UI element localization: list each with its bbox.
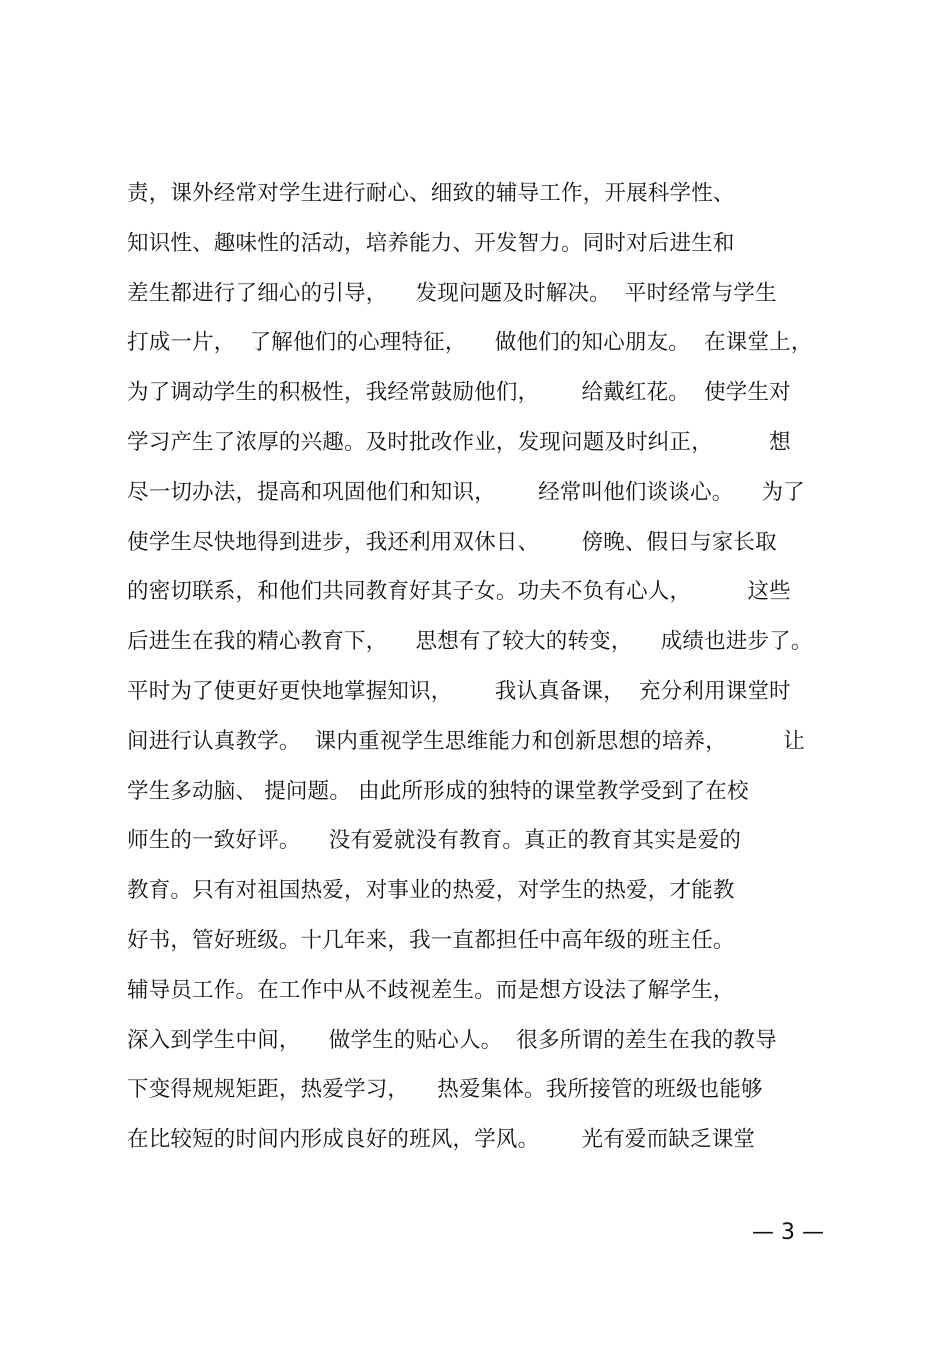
text-line: 责，课外经常对学生进行耐心、细致的辅导工作，开展科学性、 xyxy=(127,181,735,206)
text-line: 深入到学生中间， 做学生的贴心人。 很多所谓的差生在我的教导 xyxy=(127,1027,777,1053)
text-line: 辅导员工作。在工作中从不歧视差生。而是想方设法了解学生， xyxy=(127,977,735,1003)
text-line: 学习产生了浓厚的兴趣。及时批改作业，发现问题及时纠正， 想 xyxy=(127,429,791,455)
text-line: 学生多动脑、 提问题。 由此所形成的独特的课堂教学受到了在校 xyxy=(127,778,749,804)
text-line: 的密切联系，和他们共同教育好其子女。功夫不负有心人， 这些 xyxy=(127,579,791,605)
text-line: 平时为了使更好更快地掌握知识， 我认真备课， 充分利用课堂时 xyxy=(127,678,791,704)
text-line: 尽一切办法，提高和巩固他们和知识， 经常叫他们谈谈心。 为了 xyxy=(127,479,805,505)
text-line: 间进行认真教学。 课内重视学生思维能力和创新思想的培养， 让 xyxy=(127,728,805,754)
text-line: 知识性、趣味性的活动，培养能力、开发智力。同时对后进生和 xyxy=(127,230,735,256)
text-line: 打成一片， 了解他们的心理特征， 做他们的知心朋友。 在课堂上， xyxy=(127,330,813,356)
text-line: 下变得规规矩距，热爱学习， 热爱集体。我所接管的班级也能够 xyxy=(127,1077,763,1103)
text-line: 后进生在我的精心教育下， 思想有了较大的转变， 成绩也进步了。 xyxy=(127,629,813,655)
body-text xyxy=(127,174,837,1170)
text-line: 师生的一致好评。 没有爱就没有教育。真正的教育其实是爱的 xyxy=(127,828,742,854)
page-number: — 3 — xyxy=(752,1220,824,1245)
text-line: 差生都进行了细心的引导， 发现问题及时解决。 平时经常与学生 xyxy=(127,280,777,306)
text-line: 在比较短的时间内形成良好的班风，学风。 光有爱而缺乏课堂 xyxy=(127,1127,756,1153)
text-line: 教育。只有对祖国热爱，对事业的热爱，对学生的热爱，才能教 xyxy=(127,878,735,904)
text-line: 好书，管好班级。十几年来，我一直都担任中高年级的班主任。 xyxy=(127,927,735,953)
text-line: 使学生尽快地得到进步，我还利用双休日、 傍晚、假日与家长取 xyxy=(127,529,777,555)
text-line: 为了调动学生的积极性，我经常鼓励他们， 给戴红花。 使学生对 xyxy=(127,380,791,406)
